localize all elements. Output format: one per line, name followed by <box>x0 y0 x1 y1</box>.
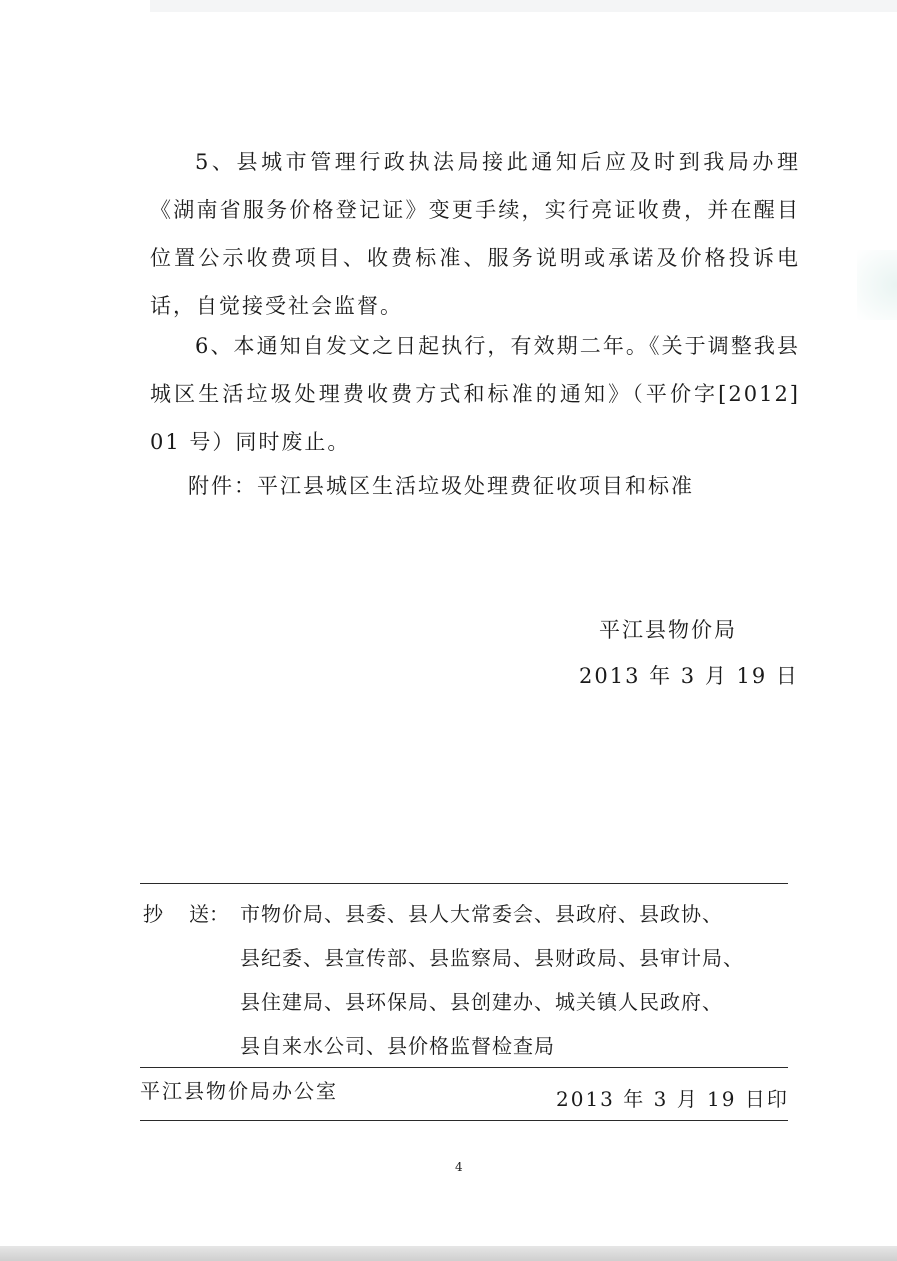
signature-organization: 平江县物价局 <box>599 618 737 642</box>
cc-top-rule <box>140 883 788 884</box>
print-date: 2013 年 3 月 19 日印 <box>556 1087 789 1111</box>
attachment-line: 附件：平江县城区生活垃圾处理费征收项目和标准 <box>188 474 694 498</box>
paragraph-item-5: 5、县城市管理行政执法局接此通知后应及时到我局办理《湖南省服务价格登记证》变更手续，实行亮证收费，并在醒目位置公示收费项目、收费标准、服务说明或承诺及价格投诉电话，自觉接受社会监督。 <box>150 150 800 318</box>
cc-recipient-line: 县自来水公司、县价格监督检查局 <box>240 1034 555 1058</box>
signature-date: 2013 年 3 月 19 日 <box>579 664 799 688</box>
cc-recipient-line: 县住建局、县环保局、县创建办、城关镇人民政府、 <box>240 990 723 1014</box>
cc-bottom-rule <box>140 1067 788 1068</box>
scan-smudge <box>857 250 897 320</box>
cc-recipient-list <box>240 892 800 1068</box>
cc-label <box>143 892 229 936</box>
page-number: 4 <box>455 1160 463 1174</box>
cc-label-char-1: 抄 <box>143 902 163 926</box>
scan-edge-bottom <box>0 1246 897 1261</box>
scan-edge-top <box>150 0 897 12</box>
footer-rule <box>140 1120 788 1121</box>
cc-recipient-line: 县纪委、县宣传部、县监察局、县财政局、县审计局、 <box>240 946 744 970</box>
paragraph-item-6: 6、本通知自发文之日起执行，有效期二年。《关于调整我县城区生活垃圾处理费收费方式和标准的通知》（平价字[2012] 01 号）同时废止。 <box>150 334 800 454</box>
cc-label-char-2: 送： <box>189 902 229 926</box>
issuing-office: 平江县物价局办公室 <box>140 1079 338 1103</box>
cc-recipient-line: 市物价局、县委、县人大常委会、县政府、县政协、 <box>240 902 723 926</box>
